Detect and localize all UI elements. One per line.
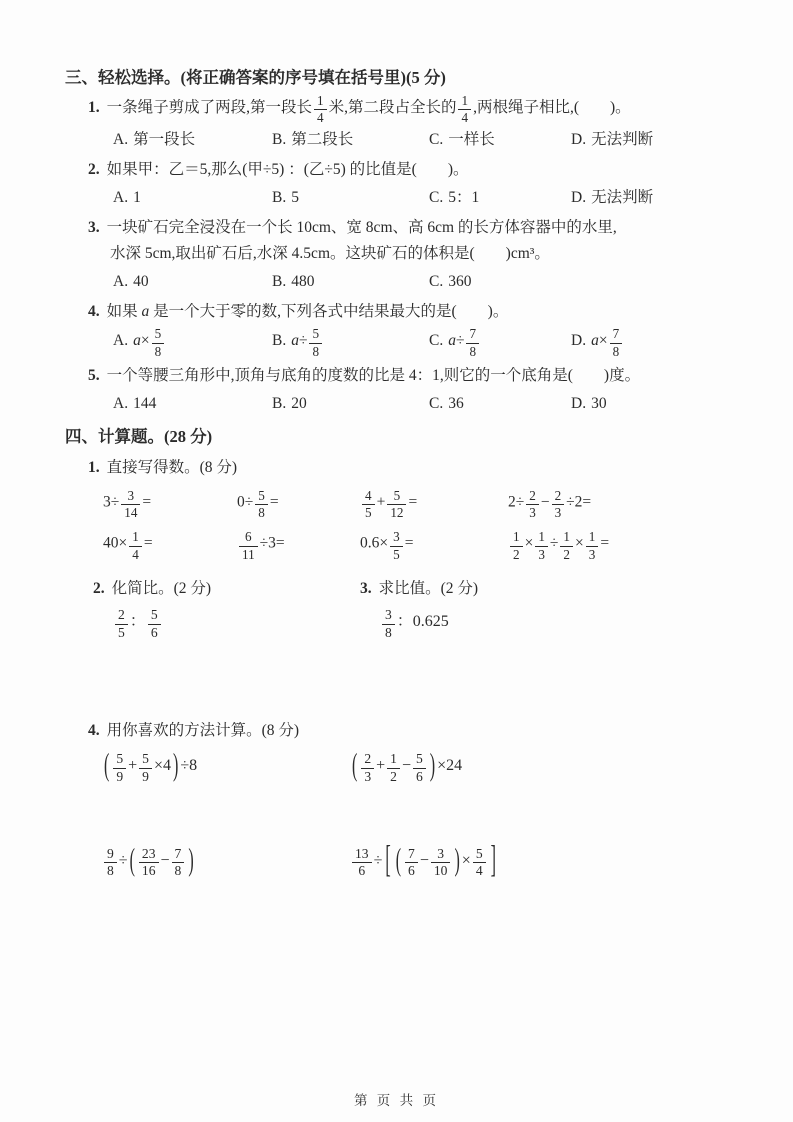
option-label: A. [113, 273, 129, 291]
option-label: B. [272, 131, 287, 149]
option-text: 无法判断 [591, 189, 654, 207]
calc-item-2: 0÷ $\frac{5}{8}$ = [237, 487, 279, 521]
ratio-value-expression: $\frac{3}{8}$ ：0.625 [360, 608, 741, 641]
question-2-line [65, 157, 741, 183]
question-1-stem: 一条绳子剪成了两段,第一段长 $\frac{1}{4}$ 米,第二段占全长的 $\frac{1}{4}$ ,两根绳子相比,( )。 [106, 93, 631, 126]
question-4-number: 4. [88, 303, 100, 321]
question-3-option-a [113, 269, 272, 295]
question-2-options [65, 185, 741, 211]
question-5 [65, 363, 741, 417]
part-3-heading [360, 576, 741, 602]
question-3-option-b [272, 269, 429, 295]
option-label: A. [113, 189, 129, 207]
part-4-expression-2: ( $\frac{2}{3}$ + $\frac{1}{2}$ − $\frac{5}{6}$ ) ×24 [352, 749, 463, 784]
question-2-option-d [571, 185, 741, 211]
question-4-option-a [113, 327, 272, 358]
calc-item-6: $\frac{6}{11}$ ÷3= [237, 530, 360, 561]
option-text: 144 [133, 394, 157, 412]
question-4-stem: 如果 a 是一个大于零的数,下列各式中结果最大的是( )。 [106, 303, 509, 321]
option-label: C. [429, 273, 444, 291]
calc-item-8: $\frac{1}{2}$ × $\frac{1}{3}$ ÷ $\frac{1}{2}$ × $\frac{1}{3}$ = [508, 530, 741, 561]
option-label: C. [429, 394, 444, 412]
question-1-line [65, 94, 741, 125]
option-label: C. [429, 131, 444, 149]
option-text: 无法判断 [591, 131, 654, 149]
question-4-options [65, 327, 741, 358]
calc-item-3: $\frac{4}{5}$ + $\frac{5}{12}$ = [360, 489, 508, 520]
option-label: B. [272, 394, 287, 412]
option-label: C. [429, 332, 444, 350]
question-4-option-b [272, 327, 429, 358]
option-text: 5 [291, 189, 299, 207]
option-label: A. [113, 332, 129, 350]
option-text: 40 [133, 273, 149, 291]
part-3-heading-text: 求比值。(2 分) [378, 579, 479, 597]
question-4-option-c [429, 327, 571, 358]
question-3 [65, 215, 741, 295]
option-text: 第一段长 [133, 131, 196, 149]
option-text: 一样长 [448, 131, 495, 149]
question-3-line-1 [65, 215, 741, 241]
question-1-number: 1. [88, 98, 100, 116]
option-text: 480 [291, 273, 315, 291]
option-math: a× $\frac{7}{8}$ [591, 332, 624, 349]
question-5-stem: 一个等腰三角形中,顶角与底角的度数的比是 4：1,则它的一个底角是( )度。 [106, 366, 641, 384]
option-text: 36 [448, 394, 464, 412]
option-math: a÷ $\frac{7}{8}$ [448, 332, 481, 349]
part-1-number: 1. [88, 458, 100, 476]
question-5-option-a [113, 391, 272, 417]
calc-item-1: 3÷ $\frac{3}{14}$ = [103, 487, 152, 521]
option-text: 20 [291, 394, 307, 412]
question-3-options [65, 269, 741, 295]
part-4-expression-4: $\frac{13}{6}$ ÷ [ ( $\frac{7}{6}$ − $\frac{3}{10}$ ) × $\frac{5}{4}$ ] [350, 847, 741, 879]
question-3-number: 3. [88, 219, 100, 237]
question-2 [65, 157, 741, 211]
calc-item-7: 0.6× $\frac{3}{5}$ = [360, 529, 414, 562]
question-5-line [65, 363, 741, 389]
part-4-expression-3: $\frac{9}{8}$ ÷ ( $\frac{23}{16}$ − $\frac{7}{8}$ ) [102, 847, 350, 879]
question-2-option-b [272, 185, 429, 211]
option-text: 1 [133, 189, 141, 207]
question-2-number: 2. [88, 161, 100, 179]
question-5-option-b [272, 391, 429, 417]
question-3-stem-line2: 水深 5cm,取出矿石后,水深 4.5cm。这块矿石的体积是( )cm³。 [110, 245, 550, 263]
section-3-title: 三、轻松选择。(将正确答案的序号填在括号里)(5 分) [65, 68, 446, 87]
option-label: B. [272, 189, 287, 207]
option-label: A. [113, 131, 129, 149]
part-4-number: 4. [88, 722, 100, 740]
option-label: C. [429, 189, 444, 207]
question-4 [65, 299, 741, 358]
part-4-heading-text: 用你喜欢的方法计算。(8 分) [106, 722, 300, 740]
part-2-3-expressions [65, 608, 741, 641]
simplify-ratio-expression: $\frac{2}{5}$ ： $\frac{5}{6}$ [93, 608, 360, 641]
question-2-stem: 如果甲：乙＝5,那么(甲÷5) ：(乙÷5) 的比值是( )。 [106, 161, 469, 179]
direct-calculation-grid [65, 489, 741, 562]
option-label: B. [272, 273, 287, 291]
option-text: 5：1 [448, 189, 480, 207]
question-5-number: 5. [88, 366, 100, 384]
option-label: D. [571, 131, 587, 149]
question-5-option-c [429, 391, 571, 417]
part-4-expressions-row-1 [65, 749, 741, 784]
question-1-options [65, 127, 741, 153]
calc-item-4: 2÷ $\frac{2}{3}$ − $\frac{2}{3}$ ÷2= [508, 487, 592, 521]
question-4-line [65, 299, 741, 325]
option-text: 第二段长 [291, 131, 354, 149]
option-label: D. [571, 189, 587, 207]
part-4-heading [65, 718, 741, 744]
page-footer: 第 页 共 页 [353, 1093, 440, 1108]
section-4-title: 四、计算题。(28 分) [65, 426, 213, 446]
question-4-option-d [571, 327, 741, 358]
question-5-option-d [571, 391, 741, 417]
part-3-number: 3. [360, 579, 372, 597]
question-1-option-d [571, 127, 741, 153]
part-1-heading-text: 直接写得数。(8 分) [106, 458, 238, 476]
question-1-option-c [429, 127, 571, 153]
option-label: A. [113, 394, 129, 412]
question-1-option-a [113, 127, 272, 153]
part-2-heading [93, 576, 360, 602]
question-3-option-c [429, 269, 571, 295]
option-text: 30 [591, 394, 607, 412]
question-5-options [65, 391, 741, 417]
part-4-expression-1: ( $\frac{5}{9}$ + $\frac{5}{9}$ ×4 ) ÷8 [104, 749, 198, 784]
question-3-stem-line1: 一块矿石完全浸没在一个长 10cm、宽 8cm、高 6cm 的长方体容器中的水里, [106, 219, 617, 237]
question-2-option-a [113, 185, 272, 211]
option-math: a÷ $\frac{5}{8}$ [291, 332, 324, 349]
part-2-number: 2. [93, 579, 105, 597]
part-2-heading-text: 化简比。(2 分) [111, 579, 212, 597]
option-text: 360 [448, 273, 472, 291]
question-1 [65, 94, 741, 153]
option-label: D. [571, 394, 587, 412]
part-4-expressions-row-2 [65, 840, 741, 881]
question-3-line-2 [65, 241, 741, 267]
option-label: D. [571, 332, 587, 350]
part-2-3-headings [65, 570, 741, 602]
calc-item-5: 40× $\frac{1}{4}$ = [103, 529, 153, 562]
question-2-option-c [429, 185, 571, 211]
option-math: a× $\frac{5}{8}$ [133, 332, 166, 349]
question-1-option-b [272, 127, 429, 153]
part-1-heading [65, 455, 741, 481]
option-label: B. [272, 332, 287, 350]
